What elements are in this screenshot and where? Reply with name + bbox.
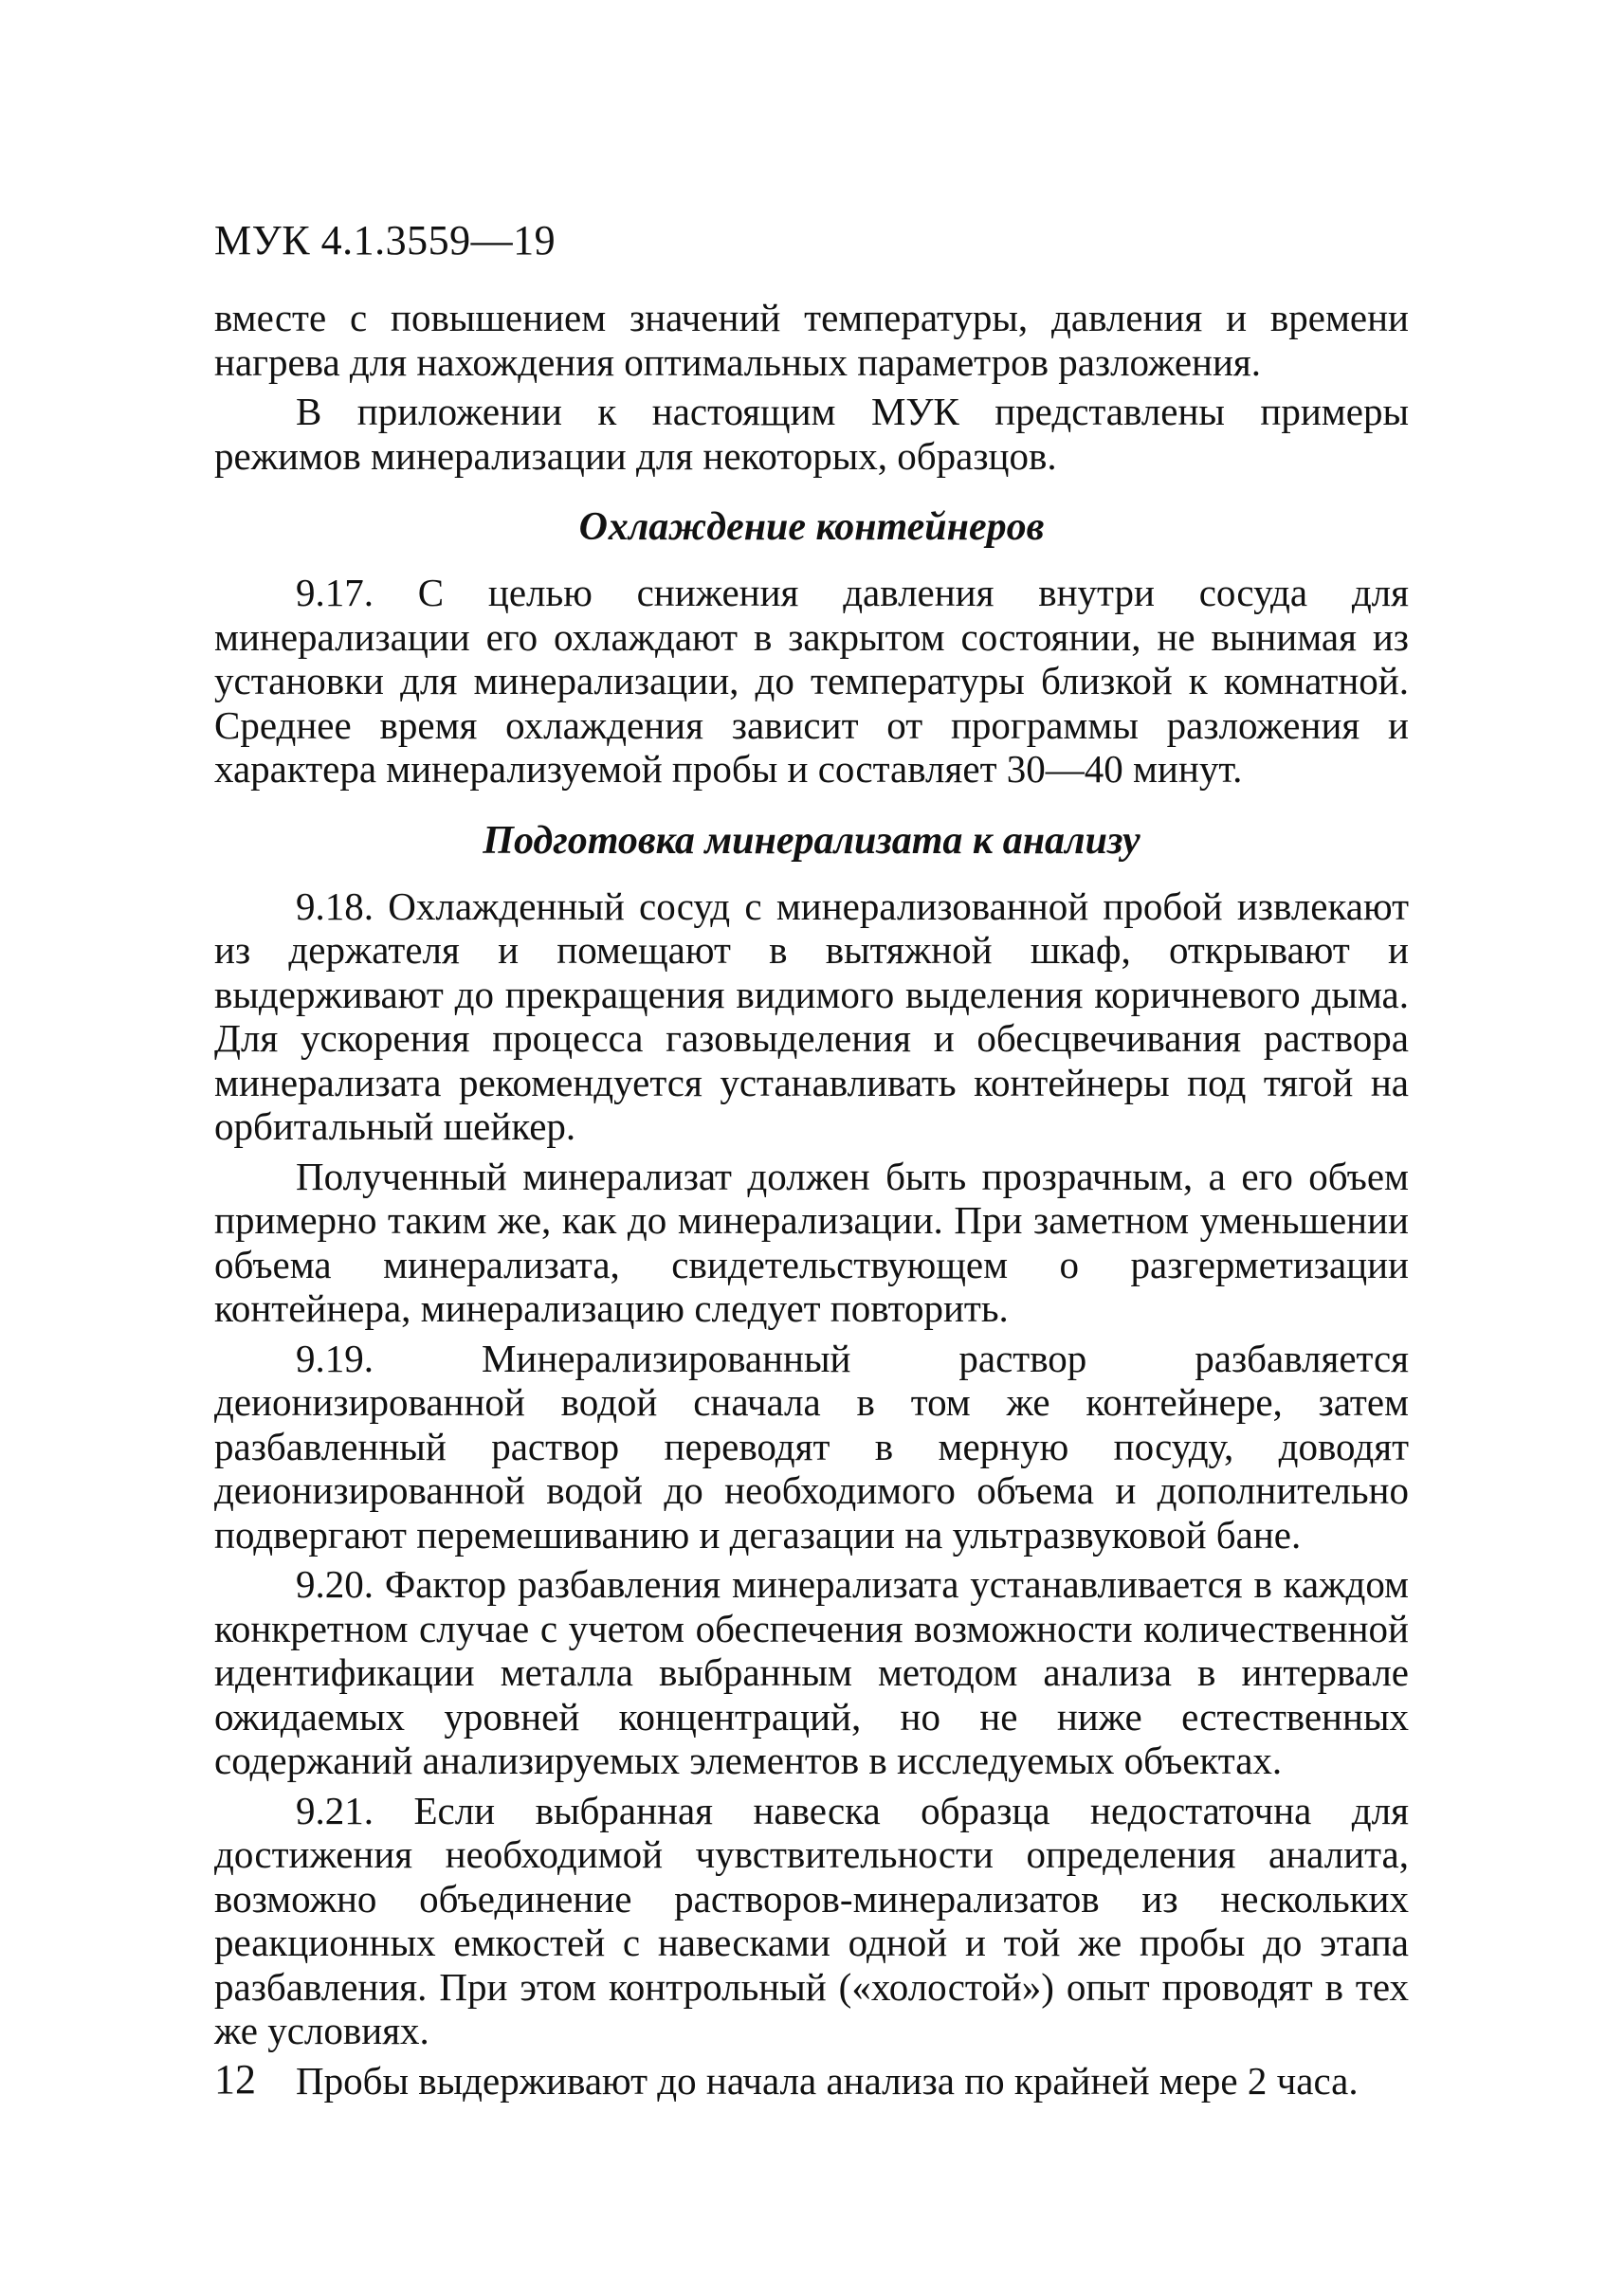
document-body <box>214 296 1409 2108</box>
paragraph-intro-continuation: вместе с повышением значений температуры, давления и времени нагрева для нахождения оптимальных параметров разложения. <box>214 296 1409 384</box>
paragraph-9-19: 9.19. Минерализированный раствор разбавляется деионизированной водой сначала в том же контейнере, затем разбавленный раствор переводят в мерную посуду, доводят деионизированной водой до необходимого объема и дополнительно подвергают перемешиванию и дегазации на ультразвуковой бане. <box>214 1336 1409 1557</box>
paragraph-9-18-continued: Полученный минерализат должен быть прозрачным, а его объем примерно таким же, как до минерализации. При заметном уменьшении объема минерализата, свидетельствующем о разгерметизации контейнера, минерализацию следует повторить. <box>214 1154 1409 1330</box>
paragraph-final: Пробы выдерживают до начала анализа по крайней мере 2 часа. <box>296 2058 1359 2103</box>
paragraph-9-20: 9.20. Фактор разбавления минерализата устанавливается в каждом конкретном случае с учетом обеспечения возможности количественной идентификации металла выбранным методом анализа в интервале ожидаемых уровней концентраций, но не ниже естественных содержаний анализируемых элементов в исследуемых объектах. <box>214 1562 1409 1782</box>
paragraph-appendix-note: В приложении к настоящим МУК представлены примеры режимов минерализации для некоторых, образцов. <box>214 390 1409 478</box>
section-heading-preparation: Подготовка минерализата к анализу <box>483 818 1140 863</box>
paragraph-9-18: 9.18. Охлажденный сосуд с минерализованной пробой извлекают из держателя и помещают в вытяжной шкаф, открывают и выдерживают до прекращения видимого выделения коричневого дыма. Для ускорения процесса газовыделения и обесцвечивания раствора минерализата рекомендуется устанавливать контейнеры под тягой на орбитальный шейкер. <box>214 883 1409 1148</box>
paragraph-9-21: 9.21. Если выбранная навеска образца недостаточна для достижения необходимой чувствительности определения аналита, возможно объединение растворов-минерализатов из нескольких реакционных емкостей с навесками одной и той же пробы до этапа разбавления. При этом контрольный («холостой») опыт проводят в тех же условиях. <box>214 1788 1409 2052</box>
page-number: 12 <box>214 2056 256 2103</box>
paragraph-9-17: 9.17. С целью снижения давления внутри сосуда для минерализации его охлаждают в закрытом состоянии, не вынимая из установки для минерализации, до температуры близкой к комнатной. Среднее время охлаждения зависит от программы разложения и характера минерализуемой пробы и составляет 30—40 минут. <box>214 571 1409 791</box>
document-code: МУК 4.1.3559—19 <box>214 217 557 264</box>
section-heading-cooling: Охлаждение контейнеров <box>578 505 1045 549</box>
